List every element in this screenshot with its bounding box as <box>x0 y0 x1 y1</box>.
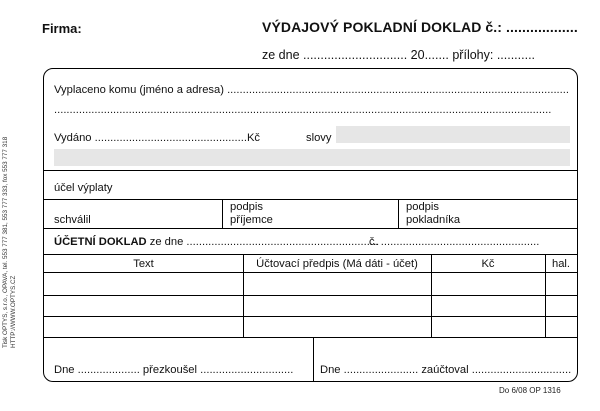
approved-by-field[interactable]: schválil <box>54 214 91 226</box>
cashier-signature-label-1: podpis <box>406 201 439 213</box>
form-code: Do 6/08 OP 1316 <box>499 386 561 395</box>
words-label: slovy <box>306 132 332 144</box>
form-box <box>43 68 578 382</box>
accounting-title: ÚČETNÍ DOKLAD <box>54 236 147 248</box>
table-header-border <box>44 272 577 273</box>
recipient-continuation-field[interactable]: ................................................................................................................................................................ <box>54 104 552 116</box>
accounting-date-field[interactable]: ze dne .............................................................. <box>149 236 380 248</box>
posted-by-field[interactable]: Dne ........................ zaúčtoval ................................ <box>320 364 572 376</box>
column-header-posting: Účtovací předpis (Má dáti - účet) <box>256 258 418 270</box>
printer-imprint <box>2 137 18 348</box>
column-header-text: Text <box>133 258 154 270</box>
purpose-field[interactable]: účel výplaty <box>54 182 113 194</box>
divider <box>44 228 577 229</box>
issued-amount-field[interactable]: Vydáno .................................................Kč <box>54 132 260 144</box>
printer-imprint-line-2: HTTP://WWW.OPTYS.CZ <box>10 275 17 348</box>
checked-by-field[interactable]: Dne .................... přezkoušel .............................. <box>54 364 294 376</box>
date-attachments-line[interactable]: ze dne .............................. 20....... přílohy: ........... <box>262 48 536 62</box>
recipient-signature-label-1: podpis <box>230 201 263 213</box>
table-top-border <box>44 254 577 255</box>
printer-imprint-line-1: Tisk OPTYS, s.r.o., OPAVA, tel. 553 777 381, 553 777 333, fox 553 777 318 <box>2 136 9 348</box>
accounting-title-line <box>54 236 379 249</box>
divider <box>44 170 577 171</box>
divider <box>313 337 314 381</box>
divider <box>44 199 577 200</box>
divider <box>398 199 399 228</box>
cashier-signature-label-2[interactable]: pokladníka <box>406 214 461 226</box>
amount-in-words-continuation[interactable] <box>54 149 570 166</box>
table-row-border <box>44 316 577 317</box>
divider <box>222 199 223 228</box>
firma-label: Firma: <box>42 21 82 36</box>
document-title: VÝDAJOVÝ POKLADNÍ DOKLAD č.: .................. <box>262 19 578 35</box>
table-bottom-border <box>44 337 577 338</box>
amount-in-words-field[interactable] <box>336 126 570 143</box>
recipient-signature-label-2[interactable]: příjemce <box>230 214 273 226</box>
recipient-field[interactable]: Vyplaceno komu (jméno a adresa) .............................................................................................................. <box>54 84 569 96</box>
table-row-border <box>44 295 577 296</box>
accounting-number-field[interactable]: č. ................................................... <box>369 236 540 248</box>
column-header-crowns: Kč <box>481 258 495 270</box>
column-header-hellers: hal. <box>551 258 571 270</box>
